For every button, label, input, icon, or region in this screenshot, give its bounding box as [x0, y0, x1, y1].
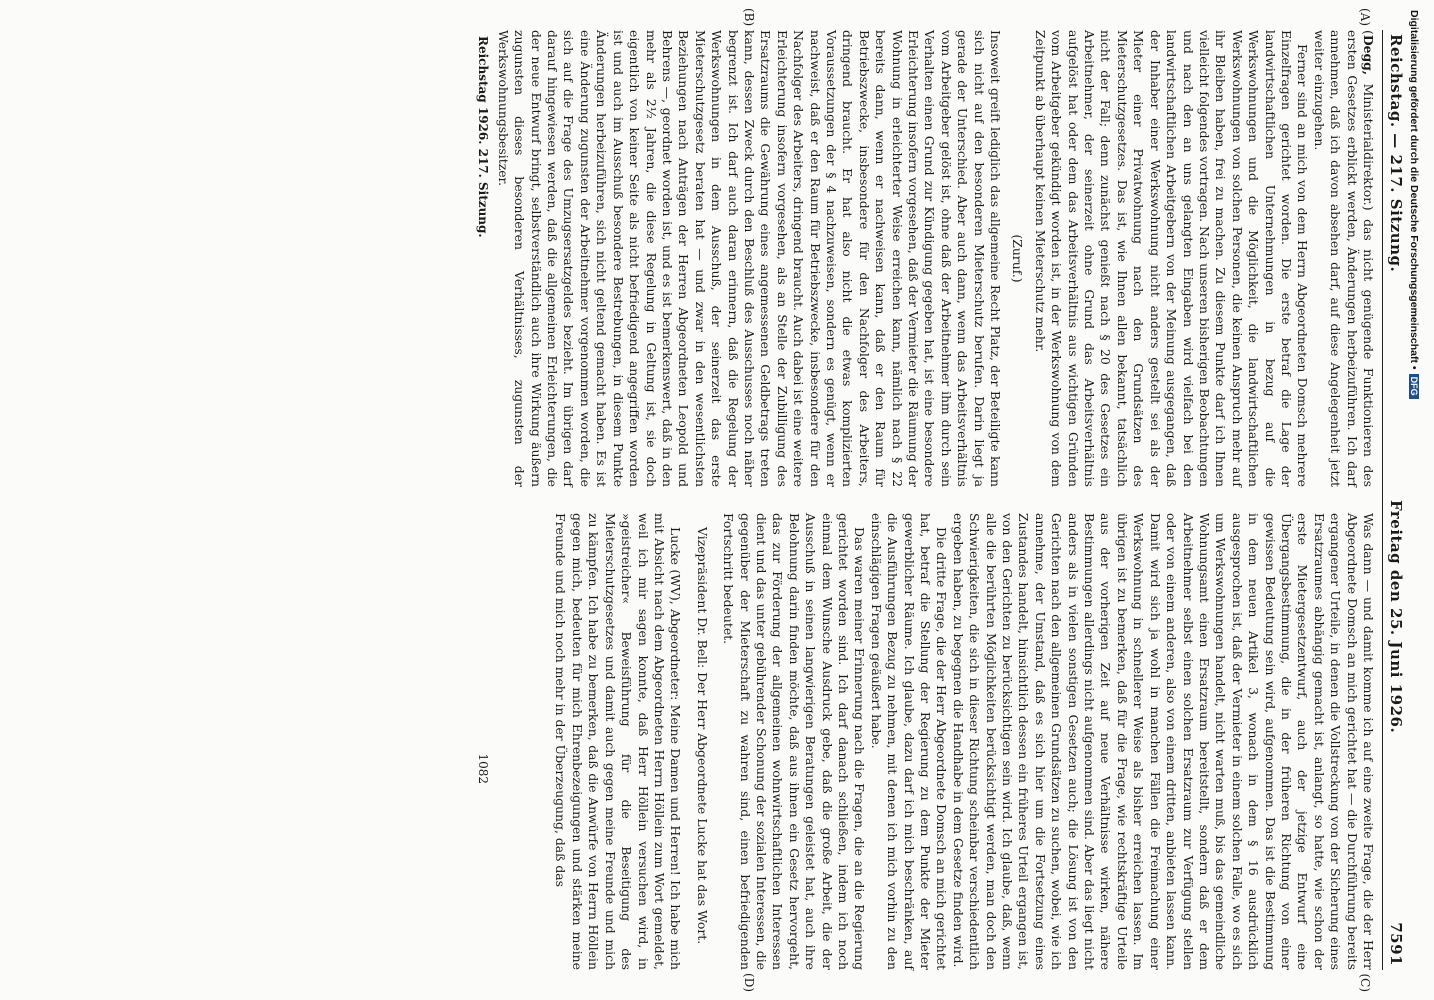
footer-page-number: 1082 — [476, 753, 491, 784]
left-column — [494, 30, 1376, 487]
margin-mark-b: (B) — [742, 8, 756, 27]
header-date: Freitag den 25. Juni 1926. — [1387, 500, 1405, 734]
footer-left: Reichstag 1926. 217. Sitzung. — [476, 36, 491, 238]
page-header — [1382, 30, 1405, 970]
paragraph: Insoweit greift lediglich das allgemeine Recht Platz, der Beteiligte kann sich nicht auf den besonderen Mieterschutz berufen. Darin liegt ja gerade der Unterschied. Aber auch dann, wenn das Arbeitsverhältnis vom Arbeitgeber gelöst ist, ohne daß der Arbeitnehmer ihm durch sein Verhalten einen Grund zur Kündigung gegeben hat, ist eine besondere Erleichterung insofern vorgesehen, daß der Vermieter die Räumung der Wohnung in erleichterter Weise erreichen kann, nämlich nach § 22 bereits dann, wenn er nachweisen kann, daß er den Raum für Betriebszwecke, insbesondere für den Nachfolger des Arbeiters, dringend braucht. Er hat also nicht die etwas komplizierten Voraussetzungen der § 4 nachzuweisen, sondern es genügt, wenn er nachweist, daß er den Raum für Betriebszwecke, insbesondere für den Nachfolger des Arbeiters, dringend braucht. Auch dabei ist eine weitere Erleichterung insofern vorgesehen, als an Stelle der Zubilligung des Ersatzraums die Gewährung eines angemessenen Geldbetrags treten kann, dessen Zweck durch den Beschluß des Ausschusses noch näher begrenzt ist. Ich darf auch daran erinnern, daß die Regelung der Werkswohnungen in dem Ausschuß, der seinerzeit das erste Mieterschutzgesetz beraten hat — und zwar in den wesentlichsten Beziehungen nach Anträgen der Herren Abgeordneten Leopold und Behrens —, geordnet worden ist, und es ist bemerkenswert, daß in den mehr als 2½ Jahren, die diese Regelung in Geltung ist, sie doch eigentlich von keiner Seite als nicht befriedigend angegriffen worden ist und auch im Ausschuß besondere Bestrebungen, in diesem Punkte Änderungen herbeizuführen, sich nicht geltend gemacht haben. Es ist eine Änderung zugunsten der Arbeitnehmer vorgenommen worden, die sich auf die Frage des Umzugsersatzgeldes bezieht. Im übrigen darf darauf hingewiesen werden, daß die allgemeinen Erleichterungen, die der neue Entwurf bringt, selbstverständlich auch ihre Wirkung äußern zugunsten dieses besonderen Verhältnisses, zugunsten der Werkswohnungsbesitzer. — [495, 30, 1004, 487]
header-left: Reichstag. — 217. Sitzung. — [1387, 34, 1405, 273]
margin-mark-c: (C) — [1358, 973, 1372, 992]
speaker-name: Degg, — [1361, 34, 1376, 76]
dfg-logo: DFG — [1409, 374, 1419, 399]
interjection: (Zuruf.) — [1010, 234, 1026, 283]
paragraph-lucke: Lucke (WV), Abgeordneter: Meine Damen und Herren! Ich habe mich mit Absicht nach dem Abgeordneten Herrn Höllein zum Wort gemeldet, weil ich mir sagen konnte, daß Herr Höllein versuchen wird, in »geistreicher« Beweisführung für die Beseitigung des Mieterschutzgesetzes und damit auch gegen meine Freunde und mich zu kämpfen. Ich habe zu bemerken, daß die Anwürfe von Herrn Höllein gegen mich, bedeuten für mich Ehrenbezeigungen und stärken meine Freunde und mich noch mehr in der Überzeugung, daß das — [553, 513, 684, 970]
right-column — [494, 513, 1376, 970]
paragraph-vice-president: Vizepräsident Dr. Bell: Der Herr Abgeordnete Lucke hat das Wort. — [694, 527, 710, 945]
margin-mark-a: (A) — [1358, 8, 1372, 27]
paragraph: Das waren meiner Erinnerung nach die Fragen, die an die Regierung gerichtet worden sind. Ich darf danach schließen, indem ich noch einmal dem Wunsche Ausdruck gebe, daß die große Arbeit, die der Ausschuß in seinen langwierigen Beratungen geleistet hat, auch ihre Belohnung darin finden möchte, daß aus ihnen ein Gesetz hervorgeht, das zur Förderung der allgemeinen wohnwirtschaftlichen Interessen dient und das unter gebührender Schonung der sozialen Interessen, die gegenüber der Mieterschaft zu wahren sind, einen befriedigenden Fortschritt bedeutet. — [721, 513, 868, 970]
text-columns — [494, 8, 1376, 992]
page-footer — [476, 30, 490, 970]
margin-mark-d: (D) — [742, 973, 756, 992]
header-right-group — [1387, 500, 1405, 966]
credit-text: Digitalisierung gefördert durch die Deutsche Forschungsgemeinschaft • — [1408, 10, 1420, 370]
rotated-page-content — [105, 8, 1405, 992]
header-page-number: 7591 — [1387, 922, 1405, 966]
digitization-credit — [1408, 10, 1420, 399]
paragraph: Ferner sind an mich von dem Herrn Abgeordneten Domsch mehrere Einzelfragen gerichtet worden. Die erste betraf die Lage der landwirtschaftlichen Unternehmungen in bezug auf die Werkswohnungen und die Möglichkeit, die landwirtschaftlichen Werkswohnungen von solchen Personen, die keinen Anspruch mehr auf ihr Bleiben haben, frei zu machen. Zu diesem Punkte darf ich Ihnen vielleicht folgendes vortragen. Nach unseren bisherigen Beobachtungen und nach den an uns gelangten Eingaben wird vielfach bei den landwirtschaftlichen Arbeitgebern von der Meinung ausgegangen, daß der Inhaber einer Werkswohnung nicht anders gestellt sei als der Mieter einer Privatwohnung nach den Grundsätzen des Mieterschutzgesetzes. Das ist, wie Ihnen allen bekannt, tatsächlich nicht der Fall; denn zunächst genießt nach § 20 des Gesetzes ein Arbeitnehmer, der seinerzeit ohne Grund das Arbeitsverhältnis aufgelöst hat oder dem das Arbeitsverhältnis aus wichtigen Gründen vom Arbeitgeber gekündigt worden ist, in der Werkswohnung von dem Zeitpunkt ab überhaupt keinen Mieterschutz mehr. — [1032, 30, 1311, 487]
speaker-role: Ministerialdirektor.) — [1361, 75, 1376, 211]
paragraph: Die dritte Frage, die der Herr Abgeordnete Domsch an mich gerichtet hat, betraf die Stellung der Regierung zu dem Punkte der Mieter gewerblicher Räume. Ich glaube, dazu darf ich mich beschränken, auf die Ausführungen Bezug zu nehmen, mit denen ich mich vorhin zu den einschlägigen Fragen geäußert habe. — [868, 513, 950, 970]
paragraph: Was dann — und damit komme ich auf eine zweite Frage, die der Herr Abgeordnete Domsch an mich gerichtet hat — die Durchführung bereits ergangener Urteile, in denen die Vollstreckung von der Sicherung eines Ersatzraumes abhängig gemacht ist, anlangt, so hatte, wie schon der erste Mietergesetzentwurf, auch der jetzige Entwurf eine Übergangsbestimmung, die in der früheren Richtung von einer gewissen Bedeutung sein wird, aufgenommen. Das ist die Bestimmung in dem neuen Artikel 3, wonach in dem § 16 ausdrücklich ausgesprochen ist, daß der Vermieter in einem solchen Falle, wo es sich um Werkswohnungen handelt, nicht warten muß, bis das gemeindliche Wohnungsamt einen Ersatzraum bereitstellt, sondern daß er dem Arbeitnehmer selbst einen solchen Ersatzraum zur Verfügung stellen oder von einem anderen, also von einem dritten, anbieten lassen kann. Damit wird sich ja wohl in manchen Fällen die Freimachung einer Werkswohnung in schnellerer Weise als bisher erreichen lassen. Im übrigen ist zu bemerken, daß für die Frage, wie rechtskräftige Urteile aus der vorherigen Zeit auf neue Verhältnisse wirken, nähere Bestimmungen allerdings nicht aufgenommen sind. Aber das liegt nicht anders als in vielen sonstigen Gesetzen auch; die Lösung ist von den Gerichten nach den allgemeinen Grundsätzen zu suchen, wobei, wie ich annehme, der Umstand, daß es sich hier um die Fortsetzung eines Zustandes handelt, hinsichtlich dessen ein früheres Urteil ergangen ist, von den Gerichten zu berücksichtigen sein wird. Ich glaube, daß, wenn alle die berührten Möglichkeiten berücksichtigt werden, man doch den Schwierigkeiten, die sich in dieser Richtung scheinbar verschiedentlich ergeben haben, zu begegnen die Handhabe in dem Gesetze finden wird. — [950, 513, 1376, 970]
paragraph: (Degg, Ministerialdirektor.) das nicht genügende Funktionieren des ersten Gesetzes erblickt werden, Änderungen herbeizuführen. Ich darf annehmen, daß ich davon absehen darf, auf diese Angelegenheit jetzt weiter einzugehen. — [1311, 30, 1376, 487]
